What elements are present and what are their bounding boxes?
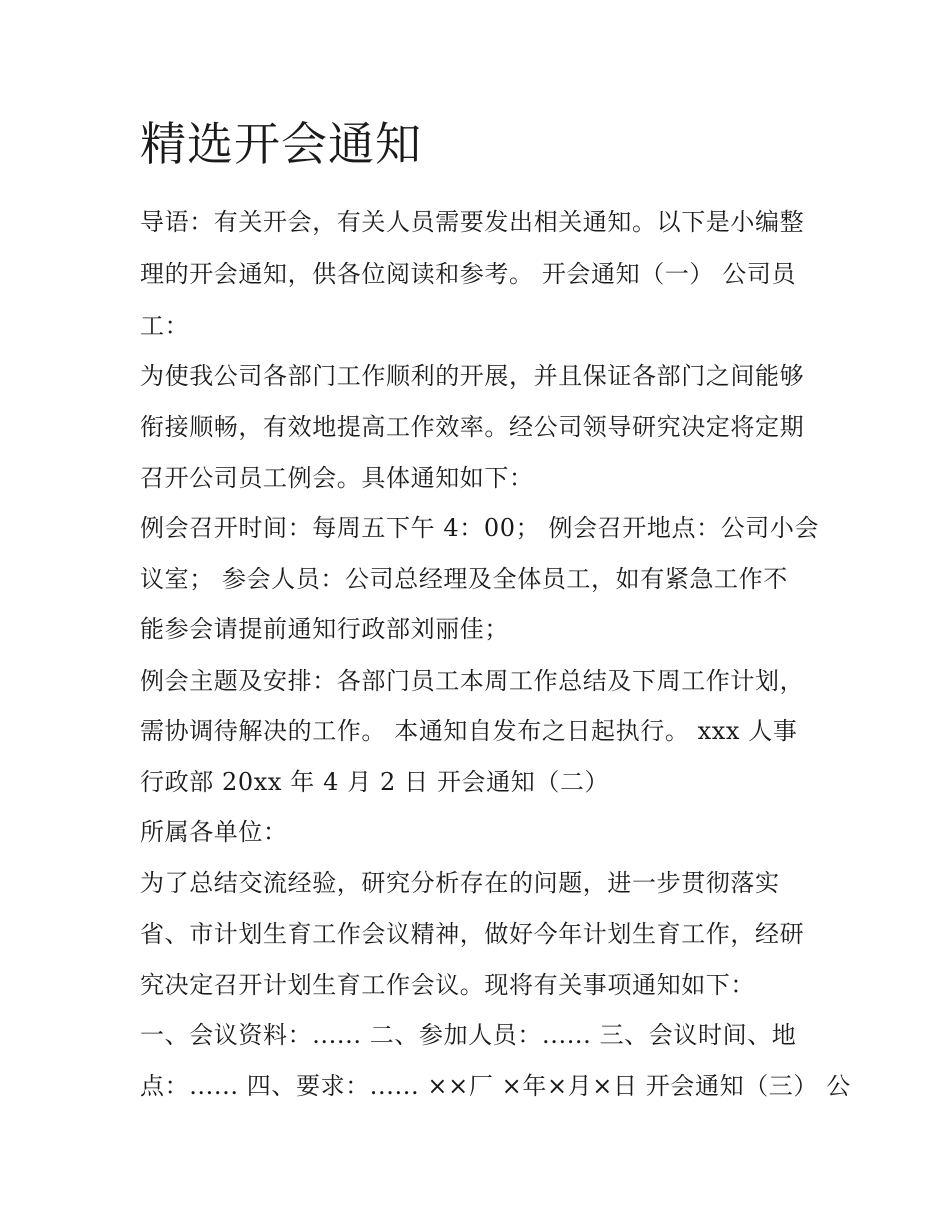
body-line: 导语：有关开会，有关人员需要发出相关通知。以下是小编整 bbox=[140, 208, 805, 236]
body-line: 例会召开时间：每周五下午 4：00； 例会召开地点：公司小会 bbox=[140, 514, 820, 542]
body-line: 工： bbox=[140, 312, 190, 340]
body-line: 能参会请提前通知行政部刘丽佳； bbox=[140, 615, 509, 643]
body-line: 一、会议资料：...... 二、参加人员：...... 三、会议时间、地 bbox=[140, 1021, 797, 1049]
body-line: 为使我公司各部门工作顺利的开展，并且保证各部门之间能够 bbox=[140, 362, 805, 390]
body-line: 点：...... 四、要求：...... ××厂 ×年×月×日 开会通知（三） 公 bbox=[140, 1072, 851, 1100]
page-title: 精选开会通知 bbox=[140, 117, 422, 171]
body-line: 衔接顺畅，有效地提高工作效率。经公司领导研究决定将定期 bbox=[140, 413, 805, 441]
body-line: 省、市计划生育工作会议精神，做好今年计划生育工作，经研 bbox=[140, 920, 805, 948]
body-line: 议室； 参会人员：公司总经理及全体员工，如有紧急工作不 bbox=[140, 565, 788, 593]
body-line: 行政部 20xx 年 4 月 2 日 开会通知（二） bbox=[140, 768, 610, 796]
body-line: 理的开会通知，供各位阅读和参考。 开会通知（一） 公司员 bbox=[140, 260, 797, 288]
body-line: 需协调待解决的工作。 本通知自发布之日起执行。 xxx 人事 bbox=[140, 717, 798, 745]
body-line: 为了总结交流经验，研究分析存在的问题，进一步贯彻落实 bbox=[140, 869, 780, 897]
body-line: 例会主题及安排：各部门员工本周工作总结及下周工作计划， bbox=[140, 667, 805, 695]
body-line: 究决定召开计划生育工作会议。现将有关事项通知如下： bbox=[140, 971, 755, 999]
body-line: 所属各单位： bbox=[140, 818, 288, 846]
body-line: 召开公司员工例会。具体通知如下： bbox=[140, 464, 534, 492]
